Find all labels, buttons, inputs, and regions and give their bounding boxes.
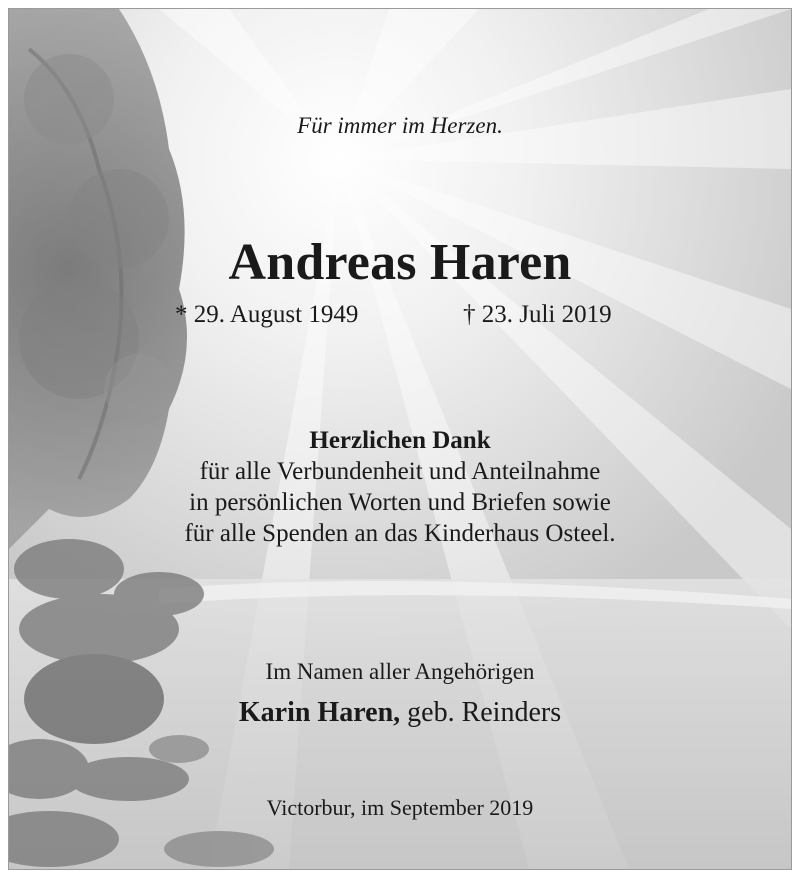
thanks-title: Herzlichen Dank [309, 427, 491, 454]
notice-text [9, 9, 791, 869]
deceased-name: Andreas Haren [228, 234, 572, 291]
death-date: † 23. Juli 2019 [463, 301, 612, 328]
signer-name: Karin Haren, [238, 697, 401, 728]
thanks-line: für alle Spenden an das Kinderhaus Osteel. [184, 520, 616, 547]
thanks-line: für alle Verbundenheit und Anteilnahme [199, 458, 601, 485]
family-intro: Im Namen aller Angehörigen [265, 659, 535, 684]
obituary-card [8, 8, 792, 870]
birth-date: * 29. August 1949 [175, 301, 359, 328]
place-and-date: Victorbur, im September 2019 [266, 795, 534, 820]
thanks-line: in persönlichen Worten und Briefen sowie [189, 489, 611, 516]
family-signature [9, 697, 791, 729]
motto: Für immer im Herzen. [297, 113, 503, 138]
signer-maiden-name: geb. Reinders [407, 697, 562, 728]
